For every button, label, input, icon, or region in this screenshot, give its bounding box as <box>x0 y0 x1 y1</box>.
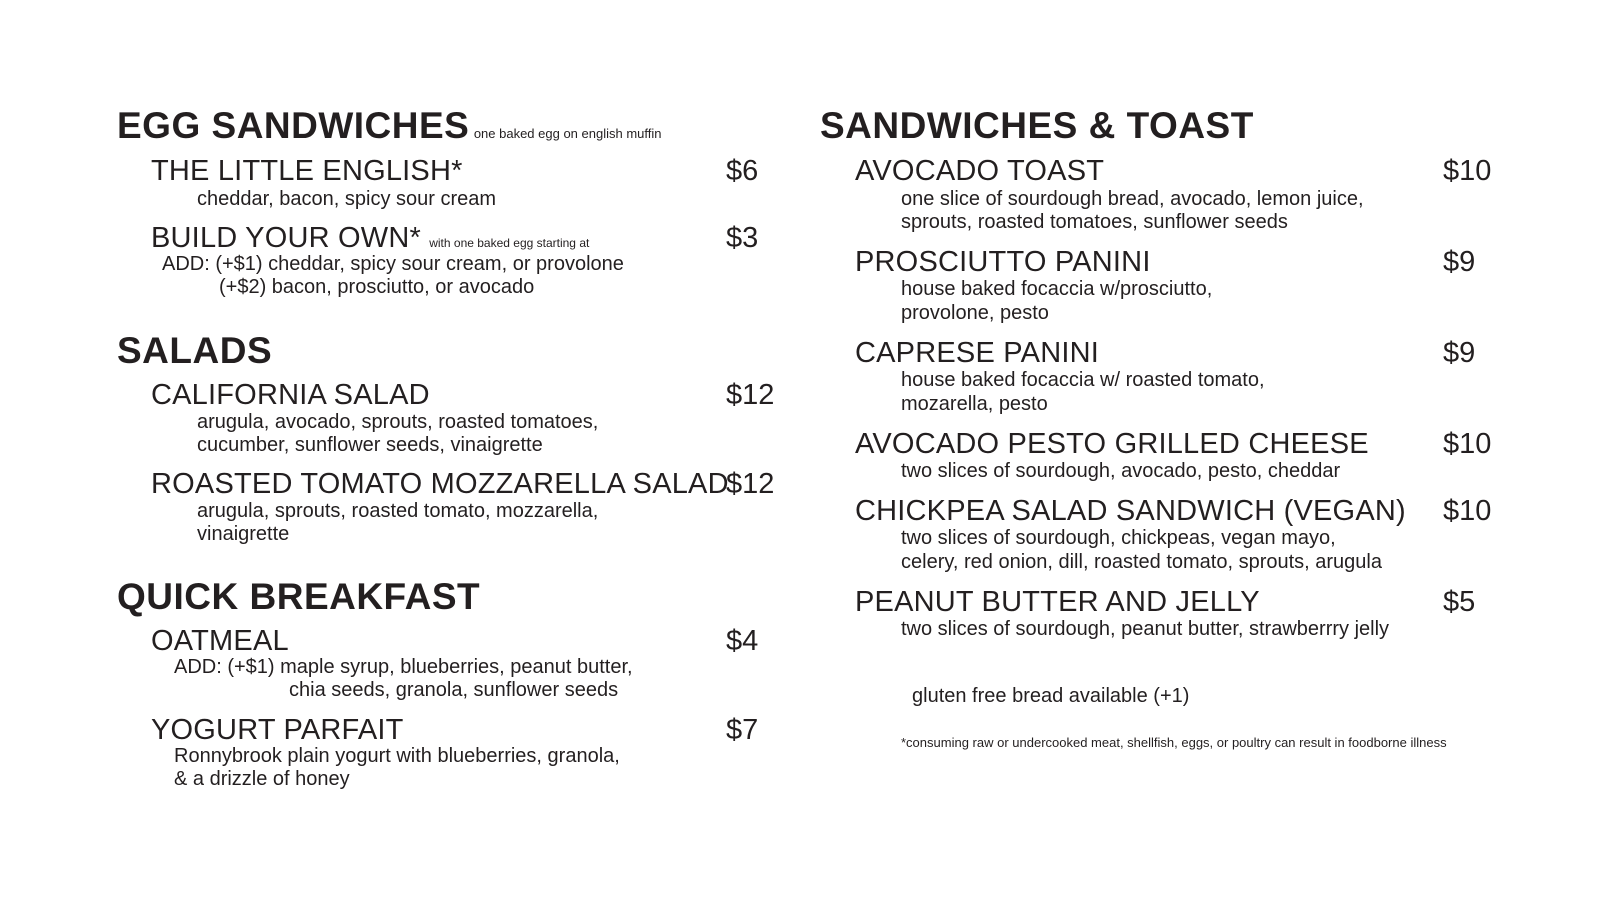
menu-item-price: $10 <box>1443 495 1492 527</box>
menu-item-desc: arugula, avocado, sprouts, roasted tomatoes, <box>197 411 599 433</box>
section-egg-sandwiches <box>117 107 662 144</box>
menu-item-name <box>151 157 463 186</box>
section-note: one baked egg on english muffin <box>473 126 662 141</box>
menu-item-price: $5 <box>1443 586 1476 618</box>
menu-item-name: PROSCIUTTO PANINI <box>855 246 1151 278</box>
section-title: SANDWICHES & TOAST <box>820 105 1254 146</box>
menu-item-desc: sprouts, roasted tomatoes, sunflower seeds <box>901 211 1288 233</box>
menu-item-name <box>151 224 589 253</box>
menu-item-name: CHICKPEA SALAD SANDWICH (VEGAN) <box>855 495 1406 527</box>
menu-item-desc: vinaigrette <box>197 523 290 545</box>
menu-item-name: CAPRESE PANINI <box>855 337 1099 369</box>
item-name-text: BUILD YOUR OWN* <box>151 222 421 254</box>
menu-item-desc: two slices of sourdough, chickpeas, vegan mayo, <box>901 527 1336 549</box>
menu-item-desc: cheddar, bacon, spicy sour cream <box>197 188 497 210</box>
item-name-text: THE LITTLE ENGLISH* <box>151 155 463 187</box>
menu-item-desc: celery, red onion, dill, roasted tomato, sprouts, arugula <box>901 551 1382 573</box>
menu-item-price: $6 <box>726 155 759 187</box>
menu-item-price: $10 <box>1443 155 1492 187</box>
item-note: with one baked egg starting at <box>429 236 590 250</box>
menu-item-price: $10 <box>1443 428 1492 460</box>
menu-item-desc: (+$2) bacon, prosciutto, or avocado <box>219 276 535 298</box>
menu-item-name: CALIFORNIA SALAD <box>151 379 430 411</box>
menu-item-name: PEANUT BUTTER AND JELLY <box>855 586 1260 618</box>
menu-item-desc: house baked focaccia w/ roasted tomato, <box>901 369 1265 391</box>
menu-item-name: YOGURT PARFAIT <box>151 714 404 746</box>
menu-item-name: OATMEAL <box>151 625 289 657</box>
menu-item-desc: two slices of sourdough, peanut butter, strawberrry jelly <box>901 618 1390 640</box>
menu-item-desc: chia seeds, granola, sunflower seeds <box>289 679 619 701</box>
disclaimer-footnote: *consuming raw or undercooked meat, shellfish, eggs, or poultry can result in foodborne illness <box>901 735 1447 750</box>
menu-item-desc: mozarella, pesto <box>901 393 1048 415</box>
menu-item-desc: ADD: (+$1) cheddar, spicy sour cream, or provolone <box>162 253 624 275</box>
menu-item-price: $9 <box>1443 246 1476 278</box>
menu-item-price: $9 <box>1443 337 1476 369</box>
menu-item-desc: provolone, pesto <box>901 302 1049 324</box>
menu-item-price: $3 <box>726 222 759 254</box>
menu-item-price: $7 <box>726 714 759 746</box>
menu-item-desc: two slices of sourdough, avocado, pesto, cheddar <box>901 460 1341 482</box>
menu-item-desc: cucumber, sunflower seeds, vinaigrette <box>197 434 543 456</box>
menu-item-name: AVOCADO TOAST <box>855 155 1105 187</box>
menu-item-desc: house baked focaccia w/prosciutto, <box>901 278 1213 300</box>
menu-item-price: $12 <box>726 468 775 500</box>
menu-item-desc: one slice of sourdough bread, avocado, lemon juice, <box>901 188 1364 210</box>
menu-item-desc: arugula, sprouts, roasted tomato, mozzarella, <box>197 500 599 522</box>
menu-item-desc: & a drizzle of honey <box>174 768 350 790</box>
menu-item-name: ROASTED TOMATO MOZZARELLA SALAD <box>151 468 729 500</box>
gluten-free-note: gluten free bread available (+1) <box>912 685 1190 707</box>
menu-item-price: $4 <box>726 625 759 657</box>
section-title: EGG SANDWICHES <box>117 105 470 146</box>
menu-item-desc: ADD: (+$1) maple syrup, blueberries, peanut butter, <box>174 656 633 678</box>
menu-item-name: AVOCADO PESTO GRILLED CHEESE <box>855 428 1369 460</box>
menu-item-price: $12 <box>726 379 775 411</box>
menu-item-desc: Ronnybrook plain yogurt with blueberries, granola, <box>174 745 620 767</box>
section-title: QUICK BREAKFAST <box>117 576 481 617</box>
section-title: SALADS <box>117 330 273 371</box>
